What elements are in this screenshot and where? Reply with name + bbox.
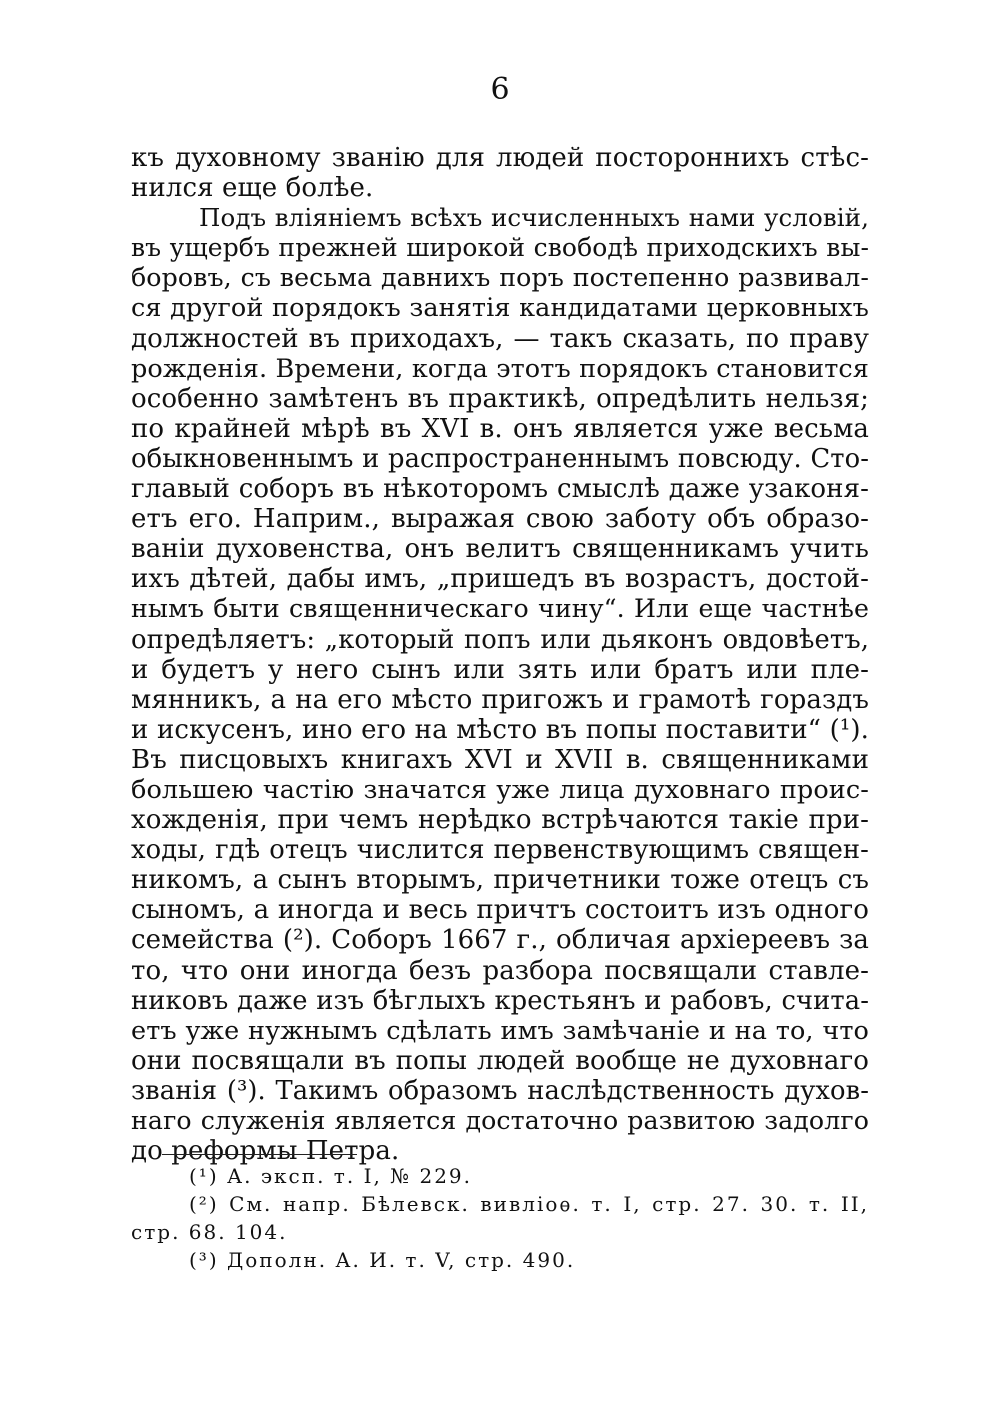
text-line: къ духовному званію для людей постороннихъ стѣс-: [131, 143, 869, 173]
text-line: до реформы Петра.: [131, 1136, 400, 1167]
text-line: ихъ дѣтей, дабы имъ, „пришедъ въ возрастъ, достой-: [131, 564, 869, 595]
footnote-2-continuation: стр. 68. 104.: [131, 1220, 288, 1244]
footnote-1: (¹) А. эксп. т. I, № 229.: [189, 1164, 472, 1188]
text-line: главый соборъ въ нѣкоторомъ смыслѣ даже узаконя-: [131, 474, 869, 505]
text-line: и искусенъ, ино его на мѣсто въ попы поставити“ (¹).: [131, 714, 869, 745]
text-line: опредѣляетъ: „который попъ или дьяконъ овдовѣетъ,: [131, 624, 869, 655]
text-line: должностей въ приходахъ, — такъ сказать, по праву: [131, 323, 869, 354]
text-line: и будетъ у него сынъ или зять или братъ или пле-: [131, 654, 869, 685]
text-line: по крайней мѣрѣ въ XVI в. онъ является уже весьма: [131, 413, 869, 444]
text-line: никомъ, а сынъ вторымъ, причетники тоже отецъ съ: [131, 865, 869, 896]
text-line: обыкновеннымъ и распространеннымъ повсюду. Сто-: [131, 443, 869, 474]
text-line: они посвящали въ попы людей вообще не духовнаго: [131, 1045, 869, 1076]
text-line: ся другой порядокъ занятія кандидатами церковныхъ: [131, 293, 869, 324]
text-line: Въ писцовыхъ книгахъ XVI и XVII в. священниками: [131, 744, 869, 775]
text-line: нымъ быти священническаго чину“. Или еще частнѣе: [131, 594, 869, 624]
body-text: [131, 143, 869, 1166]
text-line: особенно замѣтенъ въ практикѣ, опредѣлить нельзя;: [131, 383, 869, 414]
text-line: ходы, гдѣ отецъ числится первенствующимъ священ-: [131, 835, 869, 866]
text-line: наго служенія является достаточно развитою задолго: [131, 1106, 869, 1135]
text-line: нился еще болѣе.: [131, 173, 374, 204]
text-line: сыномъ, а иногда и весь причтъ состоитъ изъ одного: [131, 895, 869, 926]
text-line: етъ уже нужнымъ сдѣлать имъ замѣчаніе и на то, что: [131, 1015, 869, 1046]
footnote-divider: [162, 1154, 357, 1155]
text-line: ваніи духовенства, онъ велитъ священникамъ учить: [131, 534, 869, 565]
footnote-3: (³) Дополн. А. И. т. V, стр. 490.: [189, 1248, 576, 1272]
text-line: то, что они иногда безъ разбора посвящали ставле-: [131, 955, 869, 986]
page-number: 6: [490, 72, 510, 107]
text-line: рожденія. Времени, когда этотъ порядокъ становится: [131, 353, 869, 384]
text-line: Подъ вліяніемъ всѣхъ исчисленныхъ нами условій,: [199, 203, 869, 233]
footnotes: [131, 1162, 869, 1274]
text-line: никовъ даже изъ бѣглыхъ крестьянъ и рабовъ, счита-: [131, 985, 869, 1016]
text-line: мянникъ, а на его мѣсто пригожъ и грамотѣ гораздъ: [131, 684, 869, 715]
footnote-2: (²) См. напр. Бѣлевск. вивліоѳ. т. I, стр. 27. 30. т. II,: [189, 1192, 869, 1216]
text-line: семейства (²). Соборъ 1667 г., обличая архіереевъ за: [131, 925, 869, 956]
text-line: большею частію значатся уже лица духовнаго проис-: [131, 774, 869, 805]
text-line: званія (³). Такимъ образомъ наслѣдственность духов-: [131, 1075, 869, 1106]
text-line: етъ его. Наприм., выражая свою заботу объ образо-: [131, 504, 869, 535]
text-line: боровъ, съ весьма давнихъ поръ постепенно развивал-: [131, 263, 869, 293]
text-line: хожденія, при чемъ нерѣдко встрѣчаются такіе при-: [131, 805, 869, 836]
text-line: въ ущербъ прежней широкой свободѣ приходскихъ вы-: [131, 233, 869, 263]
